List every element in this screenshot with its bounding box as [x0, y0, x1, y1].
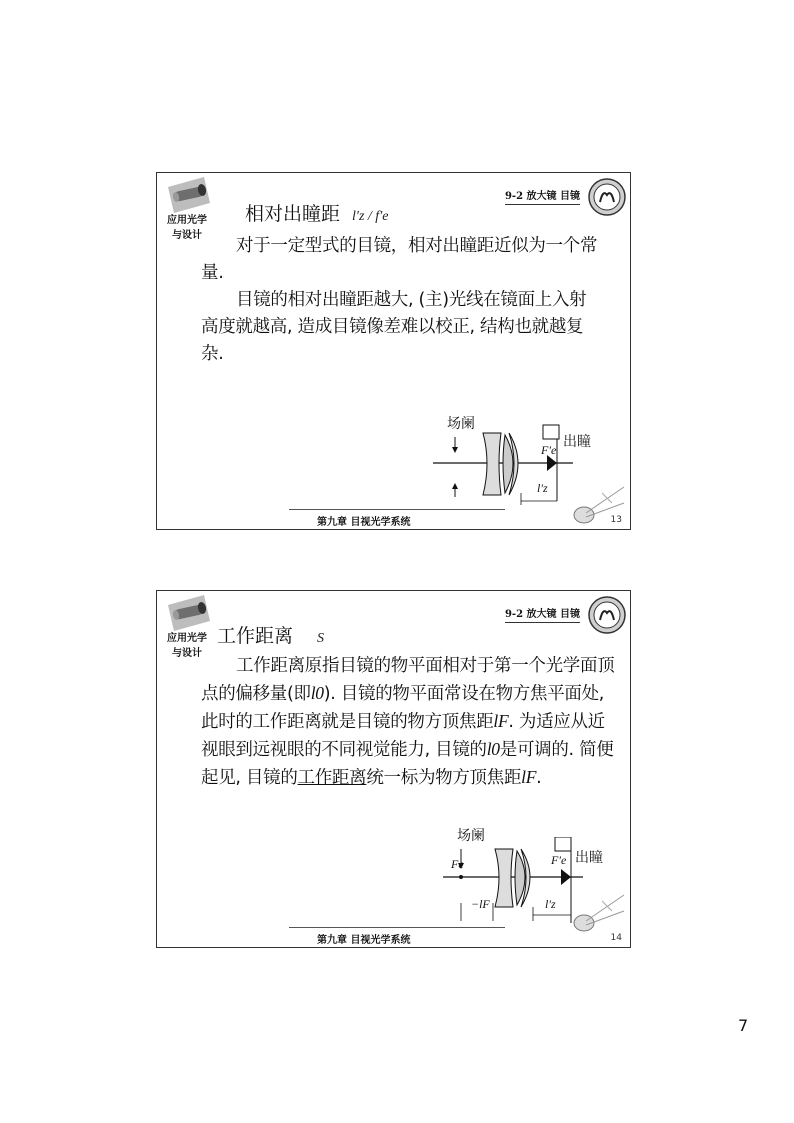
footer-divider — [289, 927, 505, 928]
footer-divider — [289, 509, 505, 510]
label-focus: F′e — [541, 443, 557, 457]
section-header: 9-2 放大镜 目镜 — [505, 605, 580, 623]
label-exit-pupil: 出瞳 — [563, 434, 591, 450]
label-field-stop: 场阑 — [457, 828, 485, 844]
slide-number: 14 — [610, 933, 622, 943]
label-distance: l′z — [537, 481, 548, 495]
slide-number: 13 — [610, 515, 622, 525]
paragraph: 对于一定型式的目镜，相对出瞳距近似为一个常量. — [201, 236, 598, 283]
optics-logo-icon — [160, 173, 212, 215]
label-focus-object: Fe — [451, 857, 464, 871]
slide-14 — [156, 590, 631, 948]
slide-body — [201, 653, 621, 792]
side-label: 应用光学 与设计 — [167, 215, 207, 241]
slide-title: 工作距离 S — [217, 625, 325, 647]
label-exit-pupil: 出瞳 — [575, 850, 603, 866]
label-focus-image: F′e — [551, 853, 567, 867]
slide-title: 相对出瞳距 l′z / f′e — [245, 203, 389, 225]
university-seal-icon — [587, 595, 627, 635]
label-field-stop: 场阑 — [447, 416, 475, 432]
title-symbol: l′z / f′e — [352, 209, 389, 224]
underlined-term: 工作距离 — [297, 768, 367, 788]
section-header: 9-2 放大镜 目镜 — [505, 187, 580, 205]
side-label: 应用光学 与设计 — [167, 633, 207, 659]
paragraph: 目镜的相对出瞳距越大, (主)光线在镜面上入射高度就越高, 造成目镜像差难以校正, 结构也就越复杂. — [201, 290, 587, 364]
eye-decoration-icon — [566, 881, 626, 937]
optics-logo-icon — [160, 591, 212, 633]
page-number: 7 — [738, 1016, 749, 1035]
footer: 第九章 目视光学系统 — [317, 935, 411, 946]
paragraph: 工作距离原指目镜的物平面相对于第一个光学面顶点的偏移量(即l0). 目镜的物平面常设在物方焦平面处, 此时的工作距离就是目镜的物方顶焦距lF. 为适应从近视眼到远视眼的不同视觉能力, 目镜的l0是可调的. 简便起见, 目镜的工作距离统一标为物方顶焦距lF. — [201, 656, 615, 788]
footer: 第九章 目视光学系统 — [317, 517, 411, 528]
slide-body — [201, 233, 601, 368]
slide-13 — [156, 172, 631, 530]
label-lF: −lF — [471, 897, 490, 911]
university-seal-icon — [587, 177, 627, 217]
title-symbol: S — [317, 631, 325, 646]
label-distance: l′z — [545, 897, 556, 911]
eyepiece-diagram — [437, 837, 587, 929]
